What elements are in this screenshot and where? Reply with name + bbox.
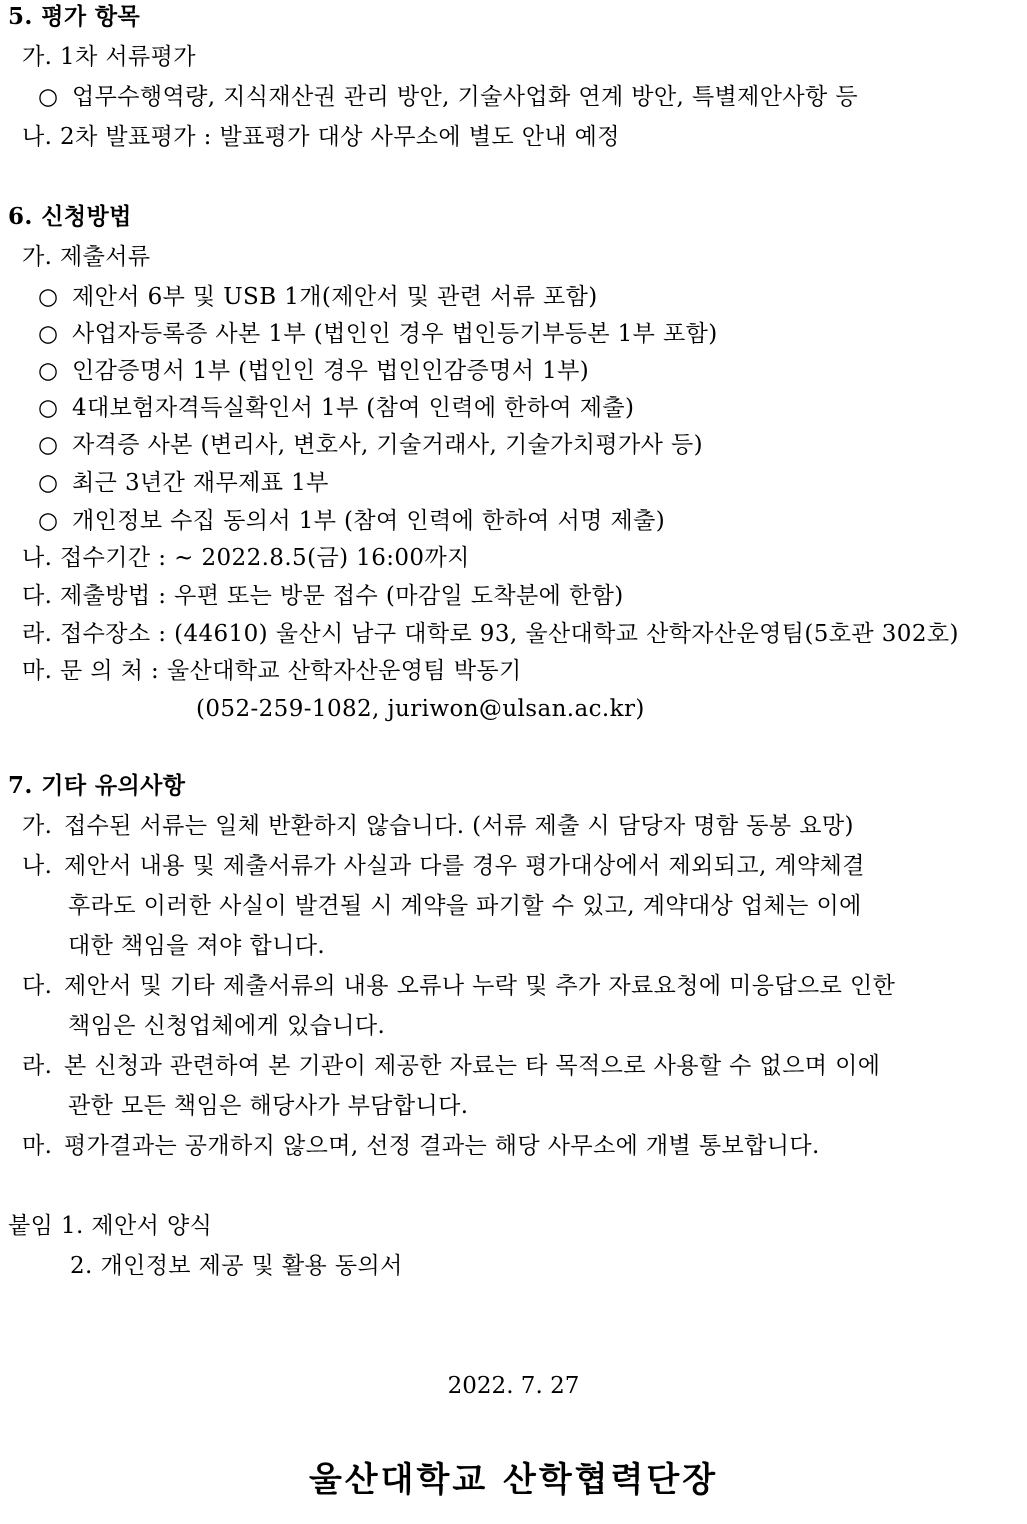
notice-label: 마. — [22, 1133, 53, 1159]
notice-text: 제안서 및 기타 제출서류의 내용 오류나 누락 및 추가 자료요청에 미응답으로 인한 — [64, 973, 896, 999]
bullet-text: 업무수행역량, 지식재산권 관리 방안, 기술사업화 연계 방안, 특별제안사항 등 — [72, 84, 858, 110]
section-6-item-b: 나. 접수기간 : ~ 2022.8.5(금) 16:00까지 — [22, 545, 470, 571]
section-6-item-e: 마. 문 의 처 : 울산대학교 산학자산운영팀 박동기 — [22, 658, 522, 684]
section-7-heading: 7. 기타 유의사항 — [8, 772, 186, 799]
notice-item — [22, 971, 895, 1001]
section-5-heading: 5. 평가 항목 — [8, 3, 141, 30]
bullet-text: 사업자등록증 사본 1부 (법인인 경우 법인등기부등본 1부 포함) — [72, 321, 718, 347]
notice-item — [22, 1131, 820, 1161]
notice-text-continued: 책임은 신청업체에게 있습니다. — [68, 1013, 386, 1039]
document-list-item — [38, 430, 703, 460]
notice-text: 평가결과는 공개하지 않으며, 선정 결과는 해당 사무소에 개별 통보합니다. — [64, 1133, 820, 1159]
bullet-mark: ○ — [38, 395, 59, 421]
notice-label: 다. — [22, 973, 53, 999]
bullet-mark: ○ — [38, 432, 59, 458]
section-6-item-d: 라. 접수장소 : (44610) 울산시 남구 대학로 93, 울산대학교 산학자산운영팀(5호관 302호) — [22, 621, 959, 647]
notice-text: 제안서 내용 및 제출서류가 사실과 다를 경우 평가대상에서 제외되고, 계약체결 — [64, 853, 865, 879]
attachment-line-1: 붙임 1. 제안서 양식 — [8, 1213, 213, 1239]
document-list-item — [38, 468, 329, 498]
bullet-mark: ○ — [38, 284, 59, 310]
document-list-item — [38, 282, 598, 312]
issuer-signature: 울산대학교 산학협력단장 — [308, 1460, 719, 1500]
section-5-bullet — [38, 82, 858, 112]
notice-text-continued: 관한 모든 책임은 해당사가 부담합니다. — [68, 1093, 469, 1119]
notice-item — [22, 811, 854, 841]
document-list-item — [38, 356, 589, 386]
notice-text: 접수된 서류는 일체 반환하지 않습니다. (서류 제출 시 담당자 명함 동봉 요망) — [64, 813, 854, 839]
document-list-item — [38, 506, 665, 536]
notice-item — [22, 851, 865, 881]
section-5-item-b: 나. 2차 발표평가 : 발표평가 대상 사무소에 별도 안내 예정 — [22, 124, 620, 150]
document-date: 2022. 7. 27 — [447, 1373, 580, 1399]
notice-label: 라. — [22, 1053, 53, 1079]
document-list-item — [38, 319, 718, 349]
bullet-text: 자격증 사본 (변리사, 변호사, 기술거래사, 기술가치평가사 등) — [72, 432, 703, 458]
bullet-mark: ○ — [38, 358, 59, 384]
section-6-item-a: 가. 제출서류 — [22, 244, 151, 270]
notice-label: 나. — [22, 853, 53, 879]
section-6-item-c: 다. 제출방법 : 우편 또는 방문 접수 (마감일 도착분에 한함) — [22, 583, 624, 609]
document-list-item — [38, 393, 634, 423]
bullet-mark: ○ — [38, 84, 59, 110]
section-6-heading: 6. 신청방법 — [8, 203, 132, 230]
bullet-text: 제안서 6부 및 USB 1개(제안서 및 관련 서류 포함) — [72, 284, 598, 310]
notice-text-continued: 대한 책임을 져야 합니다. — [68, 933, 326, 959]
bullet-text: 개인정보 수집 동의서 1부 (참여 인력에 한하여 서명 제출) — [72, 508, 666, 534]
bullet-mark: ○ — [38, 470, 59, 496]
bullet-mark: ○ — [38, 321, 59, 347]
attachment-line-2: 2. 개인정보 제공 및 활용 동의서 — [70, 1253, 403, 1279]
bullet-text: 최근 3년간 재무제표 1부 — [72, 470, 329, 496]
notice-label: 가. — [22, 813, 53, 839]
bullet-text: 인감증명서 1부 (법인인 경우 법인인감증명서 1부) — [72, 358, 590, 384]
notice-text: 본 신청과 관련하여 본 기관이 제공한 자료는 타 목적으로 사용할 수 없으며 이에 — [64, 1053, 881, 1079]
contact-details: (052-259-1082, juriwon@ulsan.ac.kr) — [196, 696, 645, 722]
notice-item — [22, 1051, 880, 1081]
bullet-text: 4대보험자격득실확인서 1부 (참여 인력에 한하여 제출) — [72, 395, 635, 421]
notice-text-continued: 후라도 이러한 사실이 발견될 시 계약을 파기할 수 있고, 계약대상 업체는 이에 — [68, 893, 862, 919]
bullet-mark: ○ — [38, 508, 59, 534]
section-5-item-a: 가. 1차 서류평가 — [22, 44, 196, 70]
